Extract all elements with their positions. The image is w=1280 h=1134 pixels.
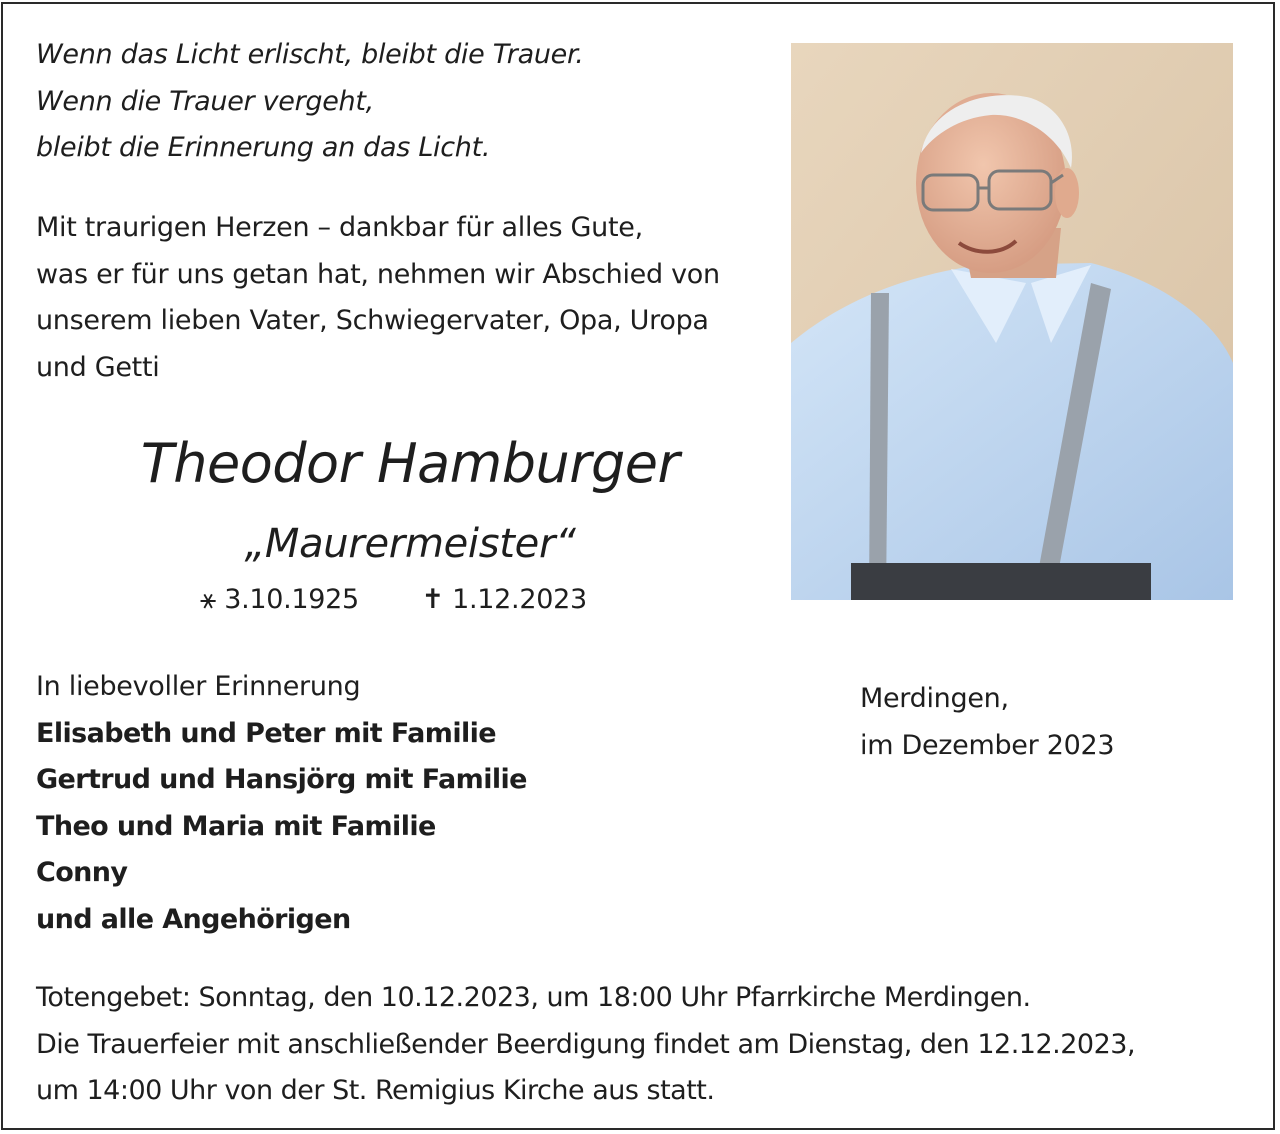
service-line: Totengebet: Sonntag, den 10.12.2023, um 18:00 Uhr Pfarrkirche Merdingen. <box>36 982 1031 1013</box>
mourner-name: Elisabeth und Peter mit Familie <box>36 717 497 749</box>
intro-line: und Getti <box>36 351 160 383</box>
life-dates <box>200 584 587 616</box>
birth-date: 3.10.1925 <box>224 584 359 615</box>
death-cross-icon: ✝ <box>421 584 444 615</box>
intro-line: Mit traurigen Herzen – dankbar für alles Gute, <box>36 212 643 243</box>
place-date-line: im Dezember 2023 <box>860 729 1115 761</box>
deceased-name: Theodor Hamburger <box>140 432 680 495</box>
service-line: Die Trauerfeier mit anschließender Beerdigung findet am Dienstag, den 12.12.2023, <box>36 1028 1136 1060</box>
poem-line: Wenn das Licht erlischt, bleibt die Trauer. <box>36 39 584 70</box>
mourner-name: und alle Angehörigen <box>36 903 351 935</box>
birth-star-icon: ⚹ <box>200 584 216 615</box>
deceased-title: „Maurermeister“ <box>244 521 576 567</box>
mourners-block <box>36 664 527 943</box>
poem-line: bleibt die Erinnerung an das Licht. <box>36 132 491 163</box>
place-date <box>860 676 1114 769</box>
portrait-photo <box>791 43 1233 600</box>
place-town: Merdingen, <box>860 683 1009 714</box>
intro-text <box>36 205 720 391</box>
poem <box>36 32 584 172</box>
intro-line: was er für uns getan hat, nehmen wir Abschied von <box>36 258 720 290</box>
death-date: 1.12.2023 <box>452 584 587 615</box>
mourner-name: Gertrud und Hansjörg mit Familie <box>36 764 527 795</box>
poem-line: Wenn die Trauer vergeht, <box>36 85 374 117</box>
mourner-name: Conny <box>36 857 128 888</box>
service-line: um 14:00 Uhr von der St. Remigius Kirche aus statt. <box>36 1075 715 1106</box>
intro-line: unserem lieben Vater, Schwiegervater, Opa, Uropa <box>36 305 709 336</box>
mourners-intro: In liebevoller Erinnerung <box>36 671 361 702</box>
mourner-name: Theo und Maria mit Familie <box>36 810 436 842</box>
service-info <box>36 975 1135 1115</box>
portrait-illustration <box>791 43 1233 600</box>
